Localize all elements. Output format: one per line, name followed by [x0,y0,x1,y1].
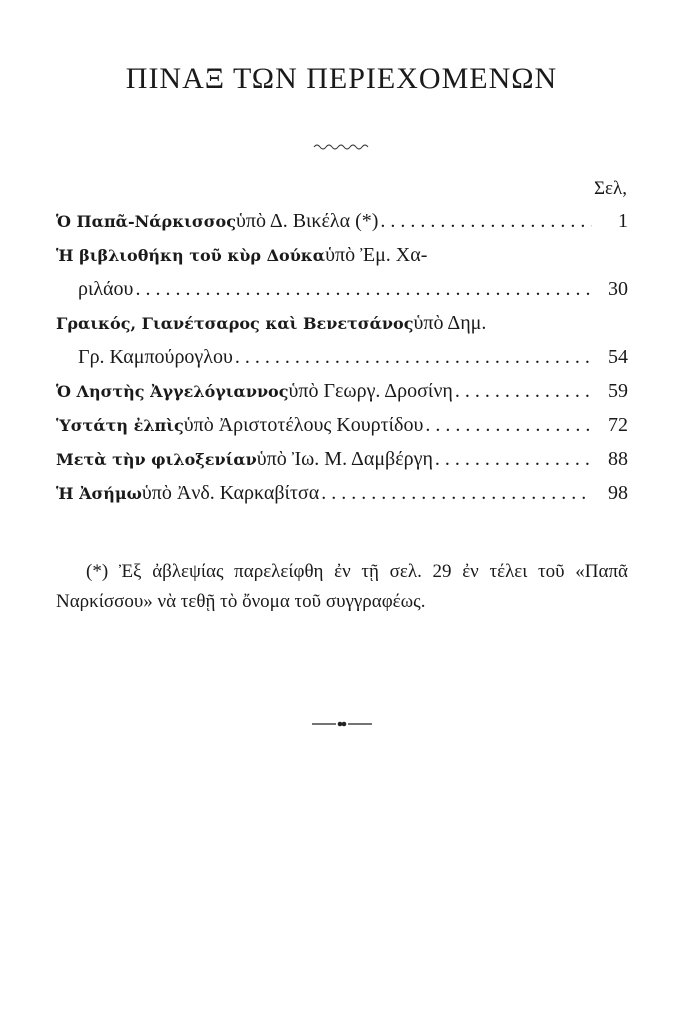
dot-leader [435,442,592,476]
dot-leader [135,272,592,306]
entry-author-continued: ριλάου [78,278,134,300]
dot-leader [321,476,592,510]
entry-title: Γραικός, Γιανέτσαρος καὶ Βενετσάνος [56,314,414,333]
entry-page-number: 98 [608,482,628,504]
toc-entry [56,476,628,510]
entry-title: Ἡ βιβλιοθήκη τοῦ κὺρ Δούκα [56,246,326,265]
entry-author: ὑπὸ Ἀριστοτέλους Κουρτίδου [183,414,424,436]
entry-title: Ὑστάτη ἐλπὶς [56,416,184,435]
entry-page-number: 59 [608,380,628,402]
entry-author: ὑπὸ Γεωργ. Δροσίνη [288,380,453,402]
entry-title: Μετὰ τὴν φιλοξενίαν [56,450,257,469]
page-title: ΠΙΝΑΞ ΤΩΝ ΠΕΡΙΕΧΟΜΕΝΩΝ [125,62,558,95]
entry-title: Ὁ Ληστὴς Ἀγγελόγιαννος [56,382,289,401]
entry-author-continued: Γρ. Καμπούρογλου [78,346,233,368]
entry-page-number: 54 [608,346,628,368]
dot-leader [455,374,592,408]
toc-entry [56,306,628,374]
entry-page-number: 88 [608,448,628,470]
entry-title: Ὁ Παπᾶ-Νάρκισσος [56,212,236,231]
entry-author: ὑπὸ Δ. Βικέλα (*) [235,210,379,232]
page-column-label: Σελ, [594,178,627,199]
entry-author: ὑπὸ Ἰω. Μ. Δαμβέργη [256,448,433,470]
footnote: (*) Ἐξ ἀβλεψίας παρελείφθη ἐν τῇ σελ. 29 ἐν τέλει τοῦ «Παπᾶ Ναρκίσσου» νὰ τεθῇ τὸ ὄνομα τοῦ συγγραφέως. [56,561,628,612]
entry-author: ὑπὸ Δημ. [413,312,487,334]
toc-entry [56,238,628,306]
entry-author: ὑπὸ Ἀνδ. Καρκαβίτσα [141,482,320,504]
entry-page-number: 72 [608,414,628,436]
toc-entry [56,408,628,442]
table-of-contents [56,204,628,510]
dot-leader [235,340,592,374]
end-ornament [0,714,683,733]
toc-entry [56,442,628,476]
entry-title: Ἡ Ἀσήμω [56,484,142,503]
toc-entry [56,204,628,238]
entry-page-number: 1 [618,210,628,232]
dot-leader [380,204,592,238]
toc-entry [56,374,628,408]
title-ornament [0,138,683,157]
dot-leader [425,408,592,442]
entry-author: ὑπὸ Ἐμ. Χα- [325,244,428,266]
entry-page-number: 30 [608,278,628,300]
